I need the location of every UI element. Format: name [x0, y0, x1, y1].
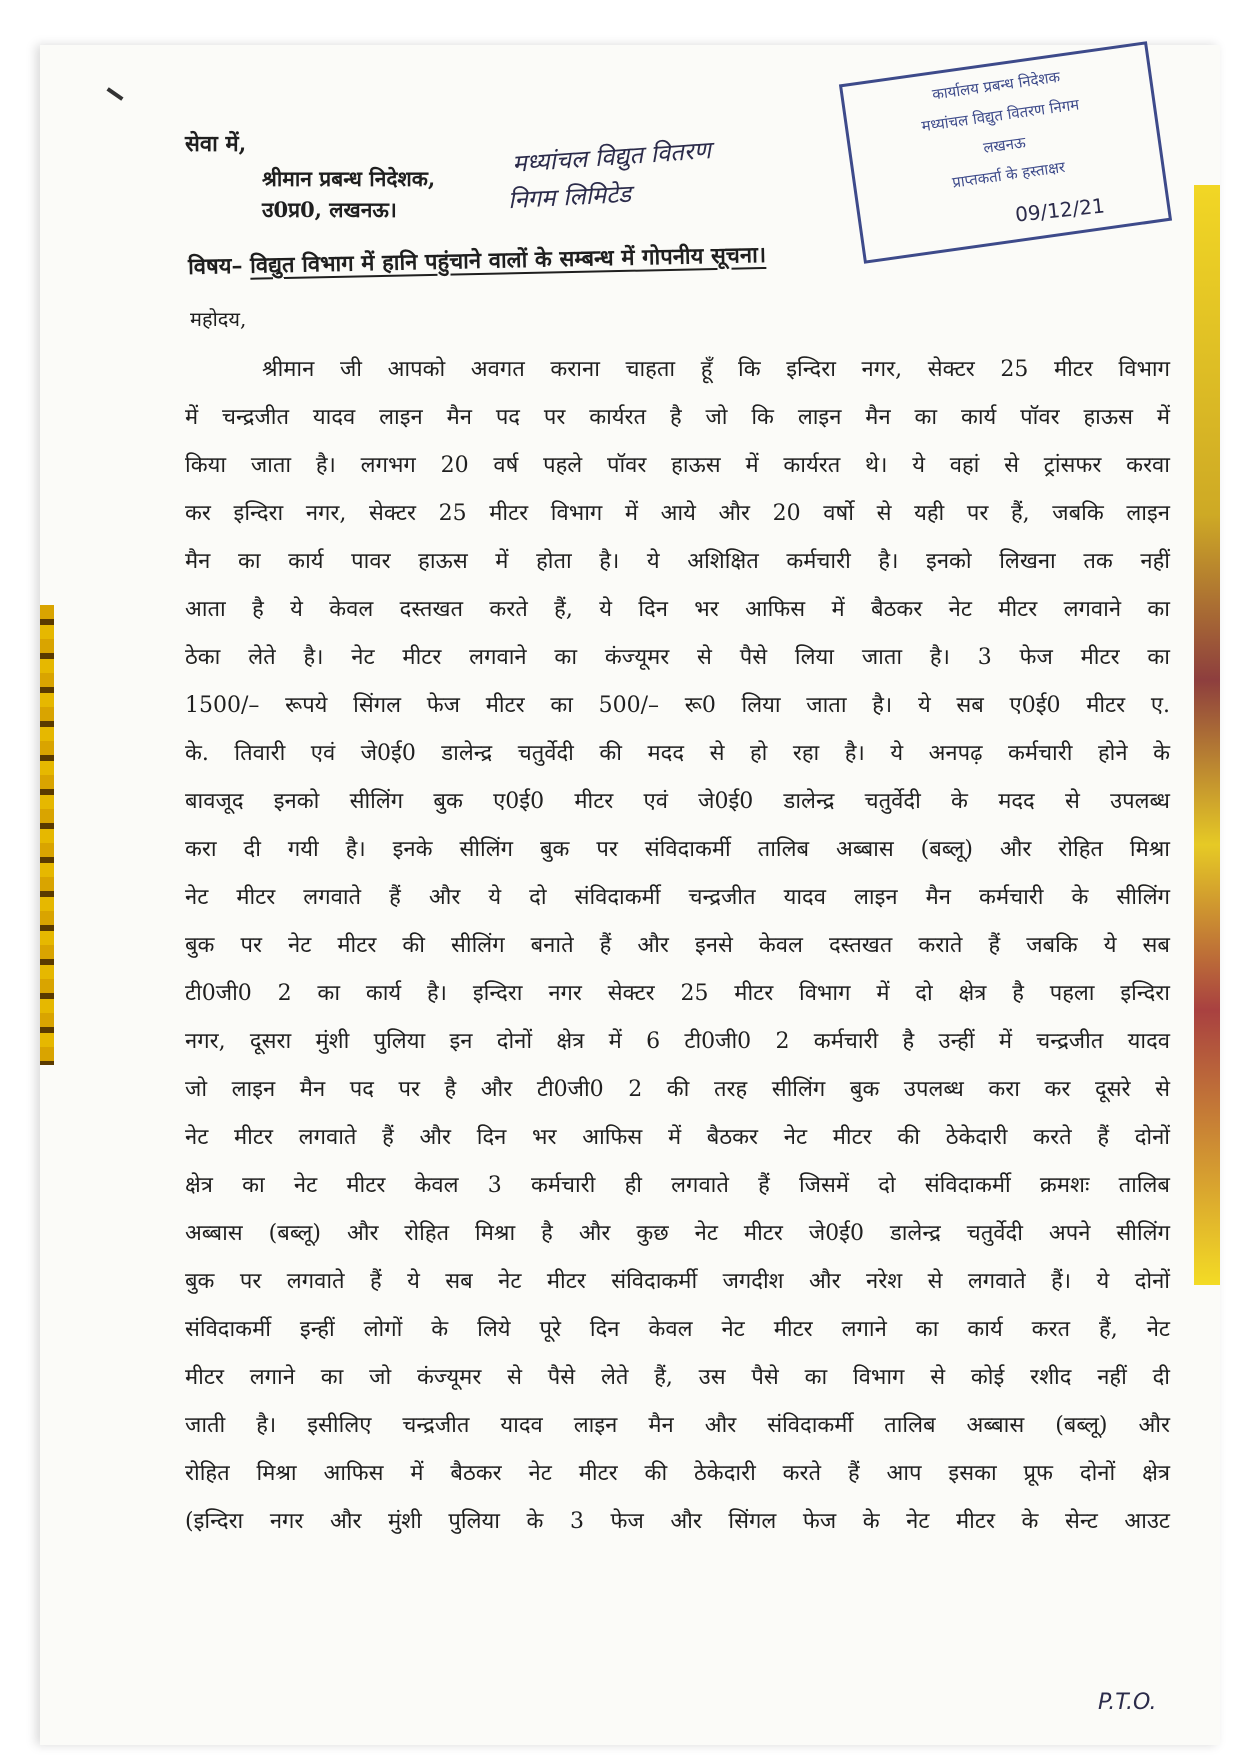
body-line: अब्बास (बब्लू) और रोहित मिश्रा है और कुछ नेट मीटर जे0ई0 डालेन्द्र चतुर्वेदी अपने सीलिंग	[185, 1221, 1170, 1246]
body-line: नेट मीटर लगवाते हैं और ये दो संविदाकर्मी चन्द्रजीत यादव लाइन मैन कर्मचारी के सीलिंग	[185, 885, 1170, 910]
body-line: (इन्दिरा नगर और मुंशी पुलिया के 3 फेज और सिंगल फेज के नेट मीटर के सेन्ट आउट	[185, 1509, 1170, 1534]
body-line: बुक पर नेट मीटर की सीलिंग बनाते हैं और इनसे केवल दस्तखत कराते हैं जबकि ये सब	[185, 933, 1170, 958]
body-line: टी0जी0 2 का कार्य है। इन्दिरा नगर सेक्टर 25 मीटर विभाग में दो क्षेत्र है पहला इन्दिरा	[185, 981, 1170, 1006]
body-line: किया जाता है। लगभग 20 वर्ष पहले पॉवर हाऊस में कार्यरत थे। ये वहां से ट्रांसफर करवा	[185, 453, 1170, 478]
body-line: रोहित मिश्रा आफिस में बैठकर नेट मीटर की ठेकेदारी करते हैं आप इसका प्रूफ दोनों क्षेत्र	[185, 1461, 1170, 1486]
subject-text: विद्युत विभाग में हानि पहुंचाने वालों के सम्बन्ध में गोपनीय सूचना।	[249, 241, 767, 279]
body-line: कर इन्दिरा नगर, सेक्टर 25 मीटर विभाग में आये और 20 वर्षो से यही पर हैं, जबकि लाइन	[185, 501, 1170, 526]
greeting: महोदय,	[190, 307, 247, 331]
stamp-line-1: कार्यालय प्रबन्ध निदेशक	[931, 67, 1062, 104]
body-line: के. तिवारी एवं जे0ई0 डालेन्द्र चतुर्वेदी की मदद से हो रहा है। ये अनपढ़ कर्मचारी होने के	[185, 741, 1170, 766]
salutation: सेवा में,	[185, 131, 247, 157]
body-line: ठेका लेते है। नेट मीटर लगवाने का कंज्यूमर से पैसे लिया जाता है। 3 फेज मीटर का	[185, 645, 1170, 670]
body-line: जो लाइन मैन पद पर है और टी0जी0 2 की तरह सीलिंग बुक उपलब्ध करा कर दूसरे से	[185, 1077, 1170, 1102]
body-line: में चन्द्रजीत यादव लाइन मैन पद पर कार्यरत है जो कि लाइन मैन का कार्य पॉवर हाऊस में	[185, 405, 1170, 430]
recipient-line-2: उ0प्र0, लखनऊ।	[262, 197, 397, 222]
body-line: जाती है। इसीलिए चन्द्रजीत यादव लाइन मैन और संविदाकर्मी तालिब अब्बास (बब्लू) और	[185, 1413, 1170, 1438]
recipient-line-1: श्रीमान प्रबन्ध निदेशक,	[262, 166, 436, 191]
folder-edge	[1194, 185, 1220, 1285]
pto-note: P.T.O.	[1098, 1690, 1157, 1715]
body-line: बावजूद इनको सीलिंग बुक ए0ई0 मीटर एवं जे0ई0 डालेन्द्र चतुर्वेदी के मदद से उपलब्ध	[185, 789, 1170, 814]
body-line: संविदाकर्मी इन्हीं लोगों के लिये पूरे दिन केवल नेट मीटर लगाने का कार्य करत हैं, नेट	[185, 1317, 1170, 1342]
stamp-line-4: प्राप्तकर्ता के हस्ताक्षर	[951, 157, 1067, 192]
body-line: मैन का कार्य पावर हाऊस में होता है। ये अशिक्षित कर्मचारी है। इनको लिखना तक नहीं	[185, 549, 1170, 574]
stamp-line-2: मध्यांचल विद्युत वितरण निगम	[920, 95, 1081, 136]
handwritten-recipient-line-1: मध्यांचल विद्युत वितरण	[511, 136, 712, 178]
body-line: करा दी गयी है। इनके सीलिंग बुक पर संविदाकर्मी तालिब अब्बास (बब्लू) और रोहित मिश्रा	[185, 837, 1170, 862]
handwritten-recipient-line-2: निगम लिमिटेड	[507, 179, 632, 215]
stamp-line-3: लखनऊ	[982, 133, 1027, 157]
body-line: बुक पर लगवाते हैं ये सब नेट मीटर संविदाकर्मी जगदीश और नरेश से लगवाते हैं। ये दोनों	[185, 1269, 1170, 1294]
body-line: नगर, दूसरा मुंशी पुलिया इन दोनों क्षेत्र में 6 टी0जी0 2 कर्मचारी है उन्हीं में चन्द्रजीत यादव	[185, 1029, 1170, 1054]
body-line: 1500/– रूपये सिंगल फेज मीटर का 500/– रू0 लिया जाता है। ये सब ए0ई0 मीटर ए.	[185, 693, 1170, 718]
binder-edge	[40, 605, 54, 1065]
stamp-date: 09/12/21	[1013, 193, 1106, 227]
body-line: क्षेत्र का नेट मीटर केवल 3 कर्मचारी ही लगवाते हैं जिसमें दो संविदाकर्मी क्रमशः तालिब	[185, 1173, 1170, 1198]
body-line: श्रीमान जी आपको अवगत कराना चाहता हूँ कि इन्दिरा नगर, सेक्टर 25 मीटर विभाग	[262, 357, 1170, 382]
body-line: नेट मीटर लगवाते हैं और दिन भर आफिस में बैठकर नेट मीटर की ठेकेदारी करते हैं दोनों	[185, 1125, 1170, 1150]
body-line: मीटर लगाने का जो कंज्यूमर से पैसे लेते हैं, उस पैसे का विभाग से कोई रशीद नहीं दी	[185, 1365, 1170, 1390]
subject-label: विषय–	[187, 252, 243, 281]
body-line: आता है ये केवल दस्तखत करते हैं, ये दिन भर आफिस में बैठकर नेट मीटर लगवाने का	[185, 597, 1170, 622]
